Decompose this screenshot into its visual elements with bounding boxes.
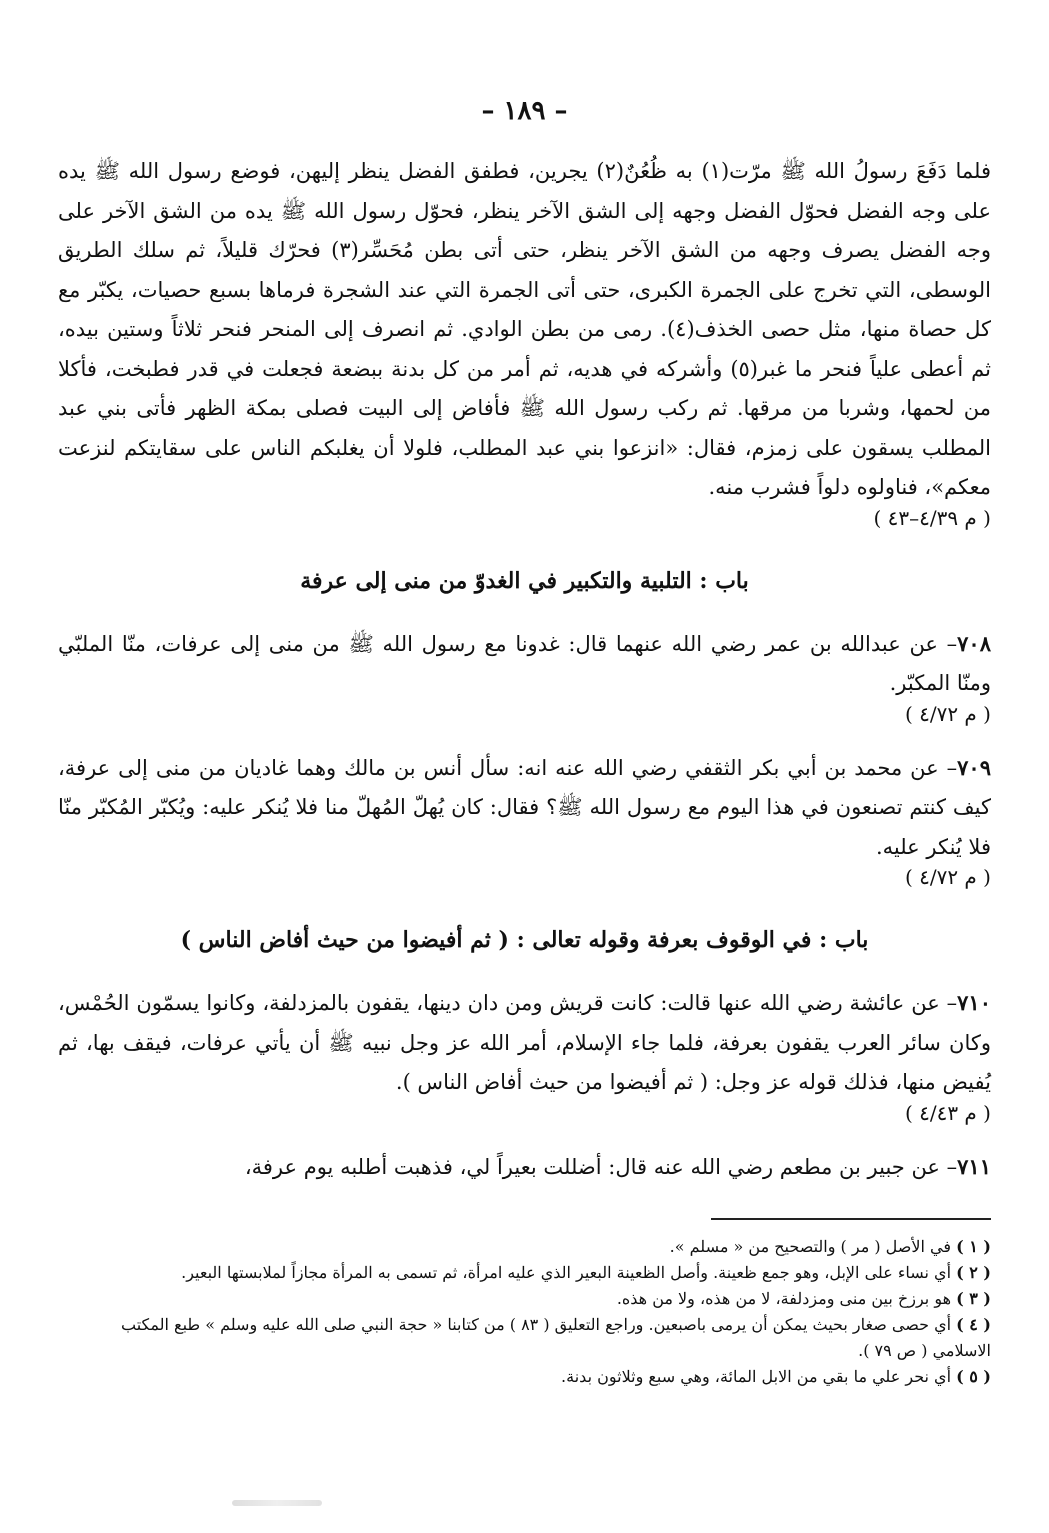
footnote-1 <box>58 1234 991 1260</box>
footnote-text: في الأصل ( مر ) والتصحيح من « مسلم ». <box>669 1237 952 1256</box>
footnote-number: ( ١ ) <box>956 1237 991 1256</box>
section-heading-talbiya: باب : التلبية والتكبير في الغدوّ من منى إلى عرفة <box>300 567 749 594</box>
hadith-number: ٧١٠ <box>957 990 991 1015</box>
hadith-reference: ( م ٤/٧٢ ) <box>904 701 991 726</box>
footnote-divider <box>711 1218 991 1220</box>
footnote-4 <box>58 1312 991 1364</box>
hadith-reference: ( م ٤/٤٣ ) <box>904 1100 991 1125</box>
footnote-text: هو برزخ بين منى ومزدلفة، لا من هذه، ولا من هذه. <box>616 1289 952 1308</box>
footnote-text: أي حصى صغار بحيث يمكن أن يرمى باصبعين. وراجع التعليق ( ٨٣ ) من كتابنا « حجة النبي صلى الله عليه وسلم » طبع المكتب الاسلامي ( ص ٧٩ ). <box>121 1315 991 1360</box>
hadith-text: – عن عبدالله بن عمر رضي الله عنهما قال: غدونا مع رسول الله ﷺ من منى إلى عرفات، منّا الملبّي ومنّا المكبّر. <box>58 631 991 695</box>
hadith-711 <box>58 1147 991 1188</box>
section-heading-arafa: باب : في الوقوف بعرفة وقوله تعالى : ( ثم أفيضوا من حيث أفاض الناس ) <box>180 927 869 953</box>
footnote-number: ( ٣ ) <box>956 1289 991 1308</box>
hadith-text: – عن عائشة رضي الله عنها قالت: كانت قريش ومن دان دينها، يقفون بالمزدلفة، وكانوا يسمّون الحُمْس، وكان سائر العرب يقفون بعرفة، فلما جاء الإسلام، أمر الله عز وجل نبيه ﷺ أن يأتي عرفات، فيقف بها، ثم يُفيض منها، فذلك قوله عز وجل: ( ثم أفيضوا من حيث أفاض الناس ). <box>58 991 991 1094</box>
page-number: – ١٨٩ – <box>481 96 568 126</box>
footnote-text: أي نحر علي ما بقي من الابل المائة، وهي سبع وثلاثون بدنة. <box>561 1367 952 1386</box>
hadith-text: – عن محمد بن أبي بكر الثقفي رضي الله عنه انه: سأل أنس بن مالك وهما غاديان من منى إلى عرفة، كيف كنتم تصنعون في هذا اليوم مع رسول الله ﷺ؟ فقال: كان يُهلّ المُهلّ منا فلا يُنكر عليه: ويُكبّر المُكبّر منّا فلا يُنكر عليه. <box>58 755 991 859</box>
footnote-5 <box>58 1364 991 1390</box>
hadith-number: ٧٠٨ <box>957 630 991 656</box>
footnote-number: ( ٤ ) <box>956 1315 991 1334</box>
hadith-number: ٧٠٩ <box>957 754 991 780</box>
footnote-number: ( ٢ ) <box>956 1263 991 1282</box>
hadith-710 <box>58 983 991 1129</box>
footnotes <box>58 1218 991 1390</box>
hadith-709 <box>58 748 991 894</box>
footnote-3 <box>58 1286 991 1312</box>
hadith-708 <box>58 624 991 730</box>
intro-paragraph <box>58 152 991 534</box>
scan-smudge <box>232 1500 322 1506</box>
footnote-number: ( ٥ ) <box>956 1367 991 1386</box>
footnote-2 <box>58 1260 991 1286</box>
footnote-text: أي نساء على الإبل، وهو جمع ظعينة. وأصل الظعينة البعير الذي عليه امرأة، ثم تسمى به المرأة مجازاً لملابستها البعير. <box>181 1263 952 1282</box>
hadith-text: – عن جبير بن مطعم رضي الله عنه قال: أضللت بعيراً لي، فذهبت أطلبه يوم عرفة، <box>244 1154 958 1179</box>
intro-paragraph-text: فلما دَفَعَ رسولُ الله ﷺ مرّت(١) به ظُعُنٌ(٢) يجرين، فطفق الفضل ينظر إليهن، فوضع رسول الله ﷺ يده على وجه الفضل فحوّل الفضل وجهه إلى الشق الآخر ينظر، فحوّل رسول الله ﷺ يده من الشق الآخر على وجه الفضل يصرف وجهه من الشق الآخر ينظر، حتى أتى بطن مُحَسِّر(٣) فحرّك قليلاً، ثم سلك الطريق الوسطى، التي تخرج على الجمرة الكبرى، حتى أتى الجمرة التي عند الشجرة فرماها بسبع حصيات، يكبّر مع كل حصاة منها، مثل حصى الخذف(٤). رمى من بطن الوادي. ثم انصرف إلى المنحر فنحر ثلاثاً وستين بيده، ثم أعطى علياً فنحر ما غبر(٥) وأشركه في هديه، ثم أمر من كل بدنة ببضعة فجعلت في قدر فطبخت، فأكلا من لحمها، وشربا من مرقها. ثم ركب رسول الله ﷺ فأفاض إلى البيت فصلى بمكة الظهر فأتى بني عبد المطلب يسقون على زمزم، فقال: «انزعوا بني عبد المطلب، فلولا أن يغلبكم الناس على سقايتكم لنزعت معكم»، فناولوه دلواً فشرب منه. <box>58 159 992 499</box>
hadith-number: ٧١١ <box>957 1153 991 1179</box>
intro-paragraph-reference: ( م ٤/٣٩–٤٣ ) <box>873 505 991 530</box>
hadith-reference: ( م ٤/٧٢ ) <box>904 865 991 889</box>
